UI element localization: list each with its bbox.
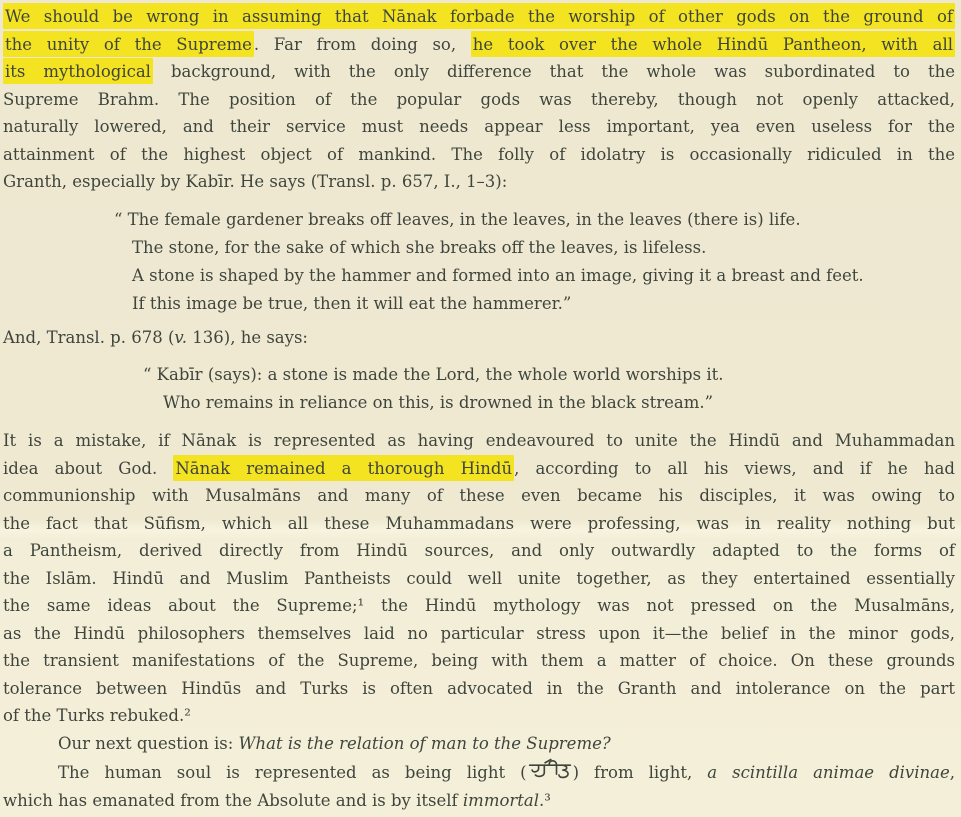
text-segment: 136), he says: [187,327,308,347]
text-line: Granth, especially by Kabīr. He says (Transl. p. 657, I., 1–3): [3,172,508,191]
quote-line: The stone, for the sake of which she breaks off the leaves, is lifeless. [132,237,707,257]
text-segment: , [949,763,955,782]
text-line: the same ideas about the Supreme;¹ the Hindū mythology was not pressed on the Musalmāns, [3,596,955,615]
text-line: of the Turks rebuked.² [3,706,191,725]
text-line [3,58,955,86]
quote-line: A stone is shaped by the hammer and formed into an image, giving it a breast and feet. [132,265,864,285]
text-line: the transient manifestations of the Supreme, being with them a matter of choice. On these grounds [3,651,955,670]
text-line: the fact that Sūfism, which all these Muhammadans were professing, was in reality nothing but [3,513,955,533]
text-segment: Our next question is: [58,733,239,753]
text-segment: .³ [539,790,551,810]
highlighted-text: the unity of the Supreme [3,31,254,57]
highlighted-text: its mythological [3,58,153,84]
text-segment: . Far from doing so, [253,34,471,54]
text-line [3,324,955,352]
text-line: as the Hindū philosophers themselves laid no particular stress upon it—the belief in the minor gods, [3,623,955,643]
text-line [3,455,955,483]
text-segment: background, with the only difference that the whole was subordinated to the [152,62,955,81]
text-line [3,31,955,59]
text-line: the Islām. Hindū and Muslim Pantheists could well unite together, as they entertained essentially [3,568,955,588]
text-segment: ) from light, [572,763,708,782]
gurmukhi-joti-word [528,757,572,784]
italic-text: v. [174,327,188,347]
text-line: tolerance between Hindūs and Turks is often advocated in the Granth and intolerance on the part [3,678,955,698]
text-line [58,757,955,787]
highlighted-text: We should be wrong in assuming that Nānak forbade the worship of other gods on the ground of [3,3,955,29]
quote-line: “ The female gardener breaks off leaves, in the leaves, in the leaves (there is) life. [114,209,801,229]
text-segment: The human soul is represented as being light ( [58,763,527,782]
italic-text: a scintilla animae divinae [707,763,950,782]
italic-text: What is the relation of man to the Supreme? [238,733,611,753]
text-line [3,3,955,31]
text-line: communionship with Musalmāns and many of these even became his disciples, it was owing to [3,486,955,505]
text-line: a Pantheism, derived directly from Hindū sources, and only outwardly adapted to the forms of [3,541,955,560]
highlighted-text: Nānak remained a thorough Hindū [173,455,514,481]
text-segment: idea about God. [3,458,174,478]
text-line: naturally lowered, and their service must needs appear less important, yea even useless for the [3,117,955,136]
quote-line: “ Kabīr (says): a stone is made the Lord, the whole world worships it. [143,365,724,384]
highlighted-text: he took over the whole Hindū Pantheon, with all [471,31,955,57]
text-line [58,730,955,758]
text-line: attainment of the highest object of mankind. The folly of idolatry is occasionally ridiculed in the [3,144,955,164]
text-segment: And, Transl. p. 678 ( [3,327,175,347]
text-segment: which has emanated from the Absolute and is by itself [3,790,463,810]
text-line: It is a mistake, if Nānak is represented as having endeavoured to unite the Hindū and Muhammadan [3,431,955,450]
text-line [3,787,955,815]
quote-line: If this image be true, then it will eat the hammerer.” [132,293,572,313]
quote-line: Who remains in reliance on this, is drowned in the black stream.” [163,393,714,412]
text-line: Supreme Brahm. The position of the popular gods was thereby, though not openly attacked, [3,89,955,109]
italic-text: immortal [462,790,540,810]
text-segment: , according to all his views, and if he had [514,458,955,478]
